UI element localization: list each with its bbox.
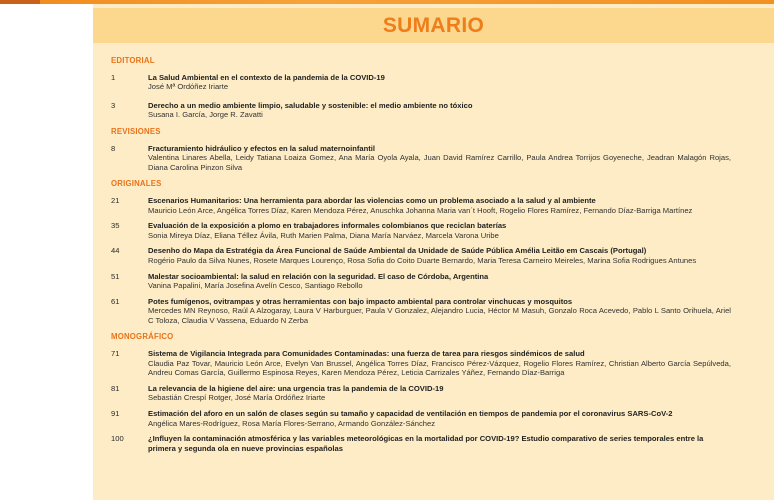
- article-title: La Salud Ambiental en el contexto de la pandemia de la COVID-19: [148, 72, 385, 82]
- article-title: ¿Influyen la contaminación atmosférica y las variables meteorológicas en la mortalidad por COVID-19? Estudio comparativo de series temporales entre la primera y segunda ola en nueve provincias españolas: [148, 434, 704, 453]
- article-authors: Angélica Mares-Rodríguez, Rosa María Flores-Serrano, Armando González-Sánchez: [148, 418, 436, 428]
- page-number: 8: [111, 143, 116, 153]
- article-title: Escenarios Humanitarios: Una herramienta para abordar las violencias como un problema asociado a la salud y al ambiente: [148, 195, 596, 205]
- article-title: Evaluación de la exposición a plomo en trabajadores informales colombianos que reciclan baterías: [148, 221, 507, 231]
- page-title: SUMARIO: [382, 13, 485, 37]
- page-number: 21: [111, 195, 120, 205]
- article-title: Malestar socioambiental: la salud en relación con la seguridad. El caso de Córdoba, Argentina: [148, 271, 489, 281]
- article-authors: Susana I. García, Jorge R. Zavatti: [148, 110, 263, 120]
- toc-entry[interactable]: [111, 101, 731, 120]
- article-authors: Vanina Papalini, María Josefina Avelín Cesco, Santiago Rebollo: [148, 281, 363, 291]
- section-heading-monografico: MONOGRÁFICO: [111, 332, 174, 342]
- toc-entry[interactable]: [111, 196, 731, 215]
- page-number: 3: [111, 100, 116, 110]
- toc-entry[interactable]: [111, 349, 731, 378]
- page-number: 44: [111, 246, 120, 256]
- section-heading-editorial: EDITORIAL: [111, 56, 155, 65]
- toc-entry[interactable]: [111, 384, 731, 403]
- toc-entry[interactable]: [111, 221, 731, 240]
- toc-entry[interactable]: [111, 409, 731, 428]
- header-band: [93, 8, 774, 43]
- article-authors: Mauricio León Arce, Angélica Torres Díaz, Karen Mendoza Pérez, Anuschka Johanna Maria van´t Hooft, Rogelio Flores Ramírez, Fernando Díaz-Barriga Martínez: [148, 205, 693, 215]
- left-margin: [0, 4, 93, 500]
- page-number: 51: [111, 271, 120, 281]
- article-title: Desenho do Mapa da Estratégia da Área Funcional de Saúde Ambiental da Unidade de Saúde Pública Amélia Leitão em Cascais (Portugal): [148, 246, 647, 256]
- page-number: 81: [111, 383, 120, 393]
- article-authors: Mercedes MN Reynoso, Raúl A Alzogaray, Laura V Harburguer, Paula V Gonzalez, Alejandro Lucia, Héctor M Masuh, Gonzalo Roca Acevedo, Pablo L Santo Orihuela, Ariel C Toloza, Claudia V Vassena, Eduardo N Zerba: [148, 306, 731, 325]
- page-number: 71: [111, 349, 120, 359]
- toc-entry[interactable]: [111, 144, 731, 173]
- table-of-contents: [111, 52, 731, 453]
- article-authors: Rogério Paulo da Silva Nunes, Rosete Marques Lourenço, Rosa Sofia do Coito Duarte Bernardo, Maria Teresa Carneiro Meireles, Marina Sofia Rodrigues Antunes: [148, 255, 697, 265]
- toc-entry[interactable]: [111, 297, 731, 326]
- article-authors: Sebastián Crespí Rotger, José María Ordóñez Iriarte: [148, 393, 326, 403]
- toc-entry[interactable]: [111, 246, 731, 265]
- page-number: 1: [111, 72, 116, 82]
- article-title: Potes fumígenos, ovitrampas y otras herramientas con bajo impacto ambiental para controlar vinchucas y mosquitos: [148, 296, 573, 306]
- article-title: Sistema de Vigilancia Integrada para Comunidades Contaminadas: una fuerza de tarea para riesgos sindémicos de salud: [148, 349, 585, 359]
- page-number: 100: [111, 434, 124, 444]
- toc-entry[interactable]: [111, 73, 731, 92]
- page-number: 91: [111, 409, 120, 419]
- page-number: 61: [111, 296, 120, 306]
- article-authors: José Mª Ordóñez Iriarte: [148, 82, 229, 92]
- toc-entry[interactable]: [111, 272, 731, 291]
- article-title: Derecho a un medio ambiente limpio, saludable y sostenible: el medio ambiente no tóxico: [148, 100, 473, 110]
- page-number: 35: [111, 221, 120, 231]
- section-heading-revisiones: REVISIONES: [111, 126, 161, 136]
- article-title: Fracturamiento hidráulico y efectos en la salud maternoinfantil: [148, 143, 376, 153]
- article-authors: Valentina Linares Abella, Leidy Tatiana Loaiza Gomez, Ana María Oyola Ayala, Juan David Ramírez Carrillo, Paula Andrea Torrijos Goyeneche, Jeadran Malagón Rojas, Diana Carolina Pinzon Silva: [148, 153, 731, 172]
- article-authors: Sonia Mireya Díaz, Eliana Téllez Ávila, Ruth Marien Palma, Diana María Narváez, Marcela Varona Uribe: [148, 230, 499, 240]
- toc-entry[interactable]: [111, 434, 731, 453]
- article-authors: Claudia Paz Tovar, Mauricio León Arce, Evelyn Van Brussel, Angélica Torres Díaz, Francisco Pérez-Vázquez, Rogelio Flores Ramírez, Christian Alberto García Sepúlveda, Andreu Comas García, Guillermo Espinosa Reyes, Karen Mendoza Pérez, Leticia Carrizales Yáñez, Fernando Díaz-Barriga: [148, 358, 731, 378]
- article-title: La relevancia de la higiene del aire: una urgencia tras la pandemia de la COVID-19: [148, 383, 444, 393]
- section-heading-originales: ORIGINALES: [111, 179, 162, 189]
- article-title: Estimación del aforo en un salón de clases según su tamaño y capacidad de ventilación en tiempos de pandemia por el coronavirus SARS-CoV-2: [148, 409, 673, 419]
